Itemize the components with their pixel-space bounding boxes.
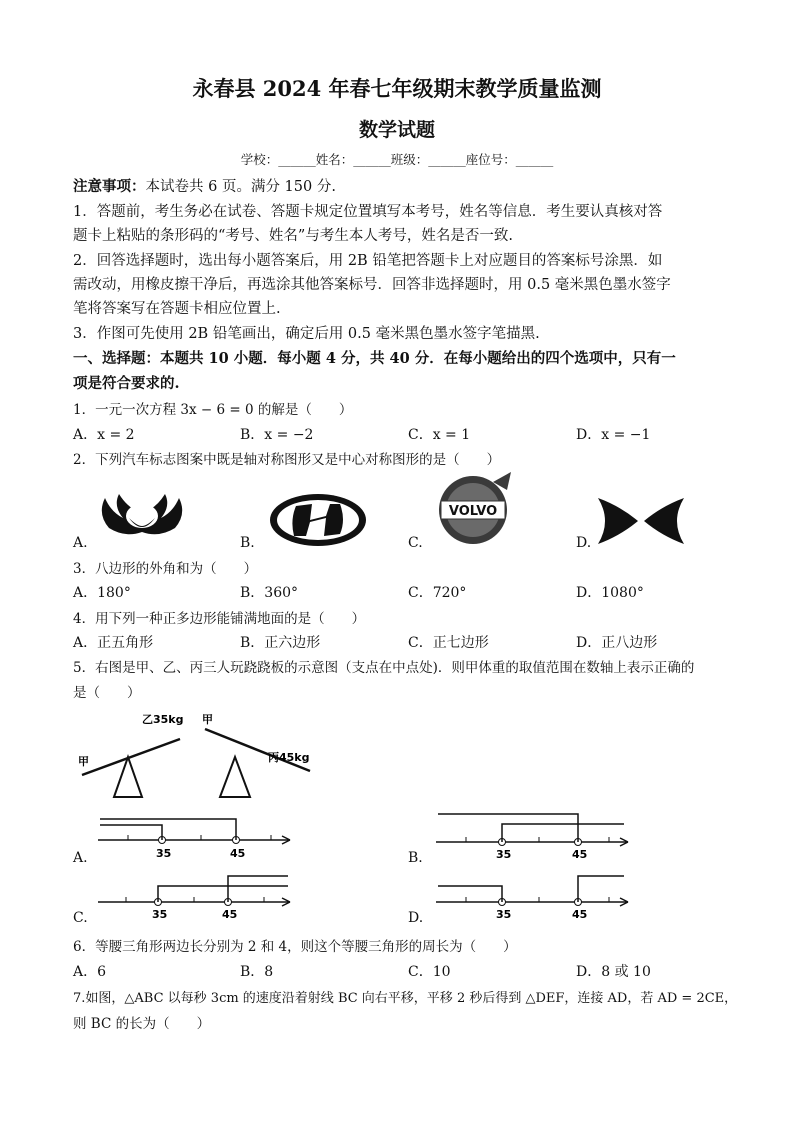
exam-title: 永春县 2024 年春七年级期末教学质量监测 — [192, 76, 602, 101]
tick-35: 35 — [156, 847, 172, 860]
q6-option-a[interactable]: A．6 — [73, 964, 107, 980]
label-jia-left: 甲 — [78, 755, 89, 768]
question-1-stem: 1．一元一次方程 3x − 6 = 0 的解是（ ） — [73, 402, 353, 418]
q1-option-d[interactable]: D．x = −1 — [576, 427, 651, 443]
notice-item: 题卡上粘贴的条形码的“考号、姓名”与考生本人考号，姓名是否一致. — [73, 228, 513, 244]
number-line-b — [436, 810, 636, 860]
question-5-stem: 5．右图是甲、乙、丙三人玩跷跷板的示意图（支点在中点处)．则甲体重的取值范围在数轴上表示正确的 — [73, 660, 695, 676]
q4-option-a[interactable]: A．正五角形 — [73, 635, 154, 651]
question-2-stem: 2．下列汽车标志图案中既是轴对称图形又是中心对称图形的是（ ） — [73, 452, 501, 468]
notice-item: 笔将答案写在答题卡相应位置上. — [73, 301, 281, 317]
q4-option-c[interactable]: C．正七边形 — [408, 635, 489, 651]
q2-option-a[interactable]: A. — [73, 535, 88, 551]
question-7-stem-cont: 则 BC 的长为（ ） — [73, 1016, 211, 1032]
question-3-stem: 3．八边形的外角和为（ ） — [73, 561, 258, 577]
exam-subtitle: 数学试题 — [358, 119, 435, 141]
q1-option-c[interactable]: C．x = 1 — [408, 427, 471, 443]
notice-text: 本试卷共 6 页。满分 150 分. — [145, 179, 336, 195]
seesaw-figure — [70, 705, 330, 805]
notice-item: 2．回答选择题时，选出每小题答案后，用 2B 铅笔把答题卡上对应题目的答案标号涂黑．如 — [73, 253, 663, 269]
notice-item: 需改动，用橡皮擦干净后，再选涂其他答案标号．回答非选择题时，用 0.5 毫米黑色墨水签字 — [73, 277, 671, 293]
notice-item: 1．答题前，考生务必在试卷、答题卡规定位置填写本考号，姓名等信息．考生要认真核对答 — [73, 204, 663, 220]
q1-option-b[interactable]: B．x = −2 — [240, 427, 314, 443]
logo-c-icon — [437, 470, 517, 546]
q3-option-c[interactable]: C．720° — [408, 585, 467, 601]
q3-option-b[interactable]: B．360° — [240, 585, 299, 601]
number-line-a — [98, 815, 298, 859]
q3-option-a[interactable]: A．180° — [73, 585, 131, 601]
q5-option-a[interactable]: A. — [73, 850, 88, 866]
notice-item: 3．作图可先使用 2B 铅笔画出，确定后用 0.5 毫米黑色墨水签字笔描黑. — [73, 326, 540, 342]
tick-45: 45 — [572, 848, 588, 861]
q6-option-b[interactable]: B．8 — [240, 964, 274, 980]
number-line-d — [436, 870, 636, 920]
question-6-stem: 6．等腰三角形两边长分别为 2 和 4，则这个等腰三角形的周长为（ ） — [73, 939, 517, 955]
tick-35: 35 — [496, 848, 512, 861]
logo-a-icon — [95, 488, 190, 540]
q5-option-d[interactable]: D. — [408, 910, 424, 926]
q4-option-d[interactable]: D．正八边形 — [576, 635, 658, 651]
number-line-c — [98, 870, 298, 920]
label-yi: 乙35kg — [142, 713, 184, 726]
q6-option-c[interactable]: C．10 — [408, 964, 451, 980]
logo-d-icon — [598, 498, 684, 544]
question-7-stem: 7.如图，△ABC 以每秒 3cm 的速度沿着射线 BC 向右平移，平移 2 秒后得到 △DEF，连接 AD，若 AD = 2CE， — [73, 991, 738, 1006]
student-info-line: 学校：______姓名：______班级：______座位号：______ — [240, 152, 554, 167]
tick-35: 35 — [152, 908, 168, 921]
question-4-stem: 4．用下列一种正多边形能铺满地面的是（ ） — [73, 611, 366, 627]
logo-b-icon — [268, 492, 368, 548]
tick-35: 35 — [496, 908, 512, 921]
label-jia-right: 甲 — [202, 713, 213, 726]
section-heading: 一、选择题：本题共 10 小题．每小题 4 分，共 40 分．在每小题给出的四个选项中，只有一 — [73, 350, 676, 367]
tick-45: 45 — [572, 908, 588, 921]
q4-option-b[interactable]: B．正六边形 — [240, 635, 321, 651]
q5-option-b[interactable]: B. — [408, 850, 423, 866]
q6-option-d[interactable]: D．8 或 10 — [576, 964, 651, 980]
q2-option-d[interactable]: D. — [576, 535, 592, 551]
section-heading: 项是符合要求的. — [73, 375, 180, 392]
tick-45: 45 — [230, 847, 246, 860]
volvo-text: VOLVO — [448, 504, 498, 519]
notice-line — [73, 175, 336, 196]
q5-option-c[interactable]: C. — [73, 910, 88, 926]
q2-option-b[interactable]: B. — [240, 535, 255, 551]
q3-option-d[interactable]: D．1080° — [576, 585, 644, 601]
q2-option-c[interactable]: C. — [408, 535, 423, 551]
tick-45: 45 — [222, 908, 238, 921]
q1-option-a[interactable]: A．x = 2 — [73, 427, 135, 443]
notice-label: 注意事项： — [73, 178, 146, 195]
question-5-stem-cont: 是（ ） — [73, 685, 141, 701]
label-bing: 丙45kg — [268, 751, 310, 764]
